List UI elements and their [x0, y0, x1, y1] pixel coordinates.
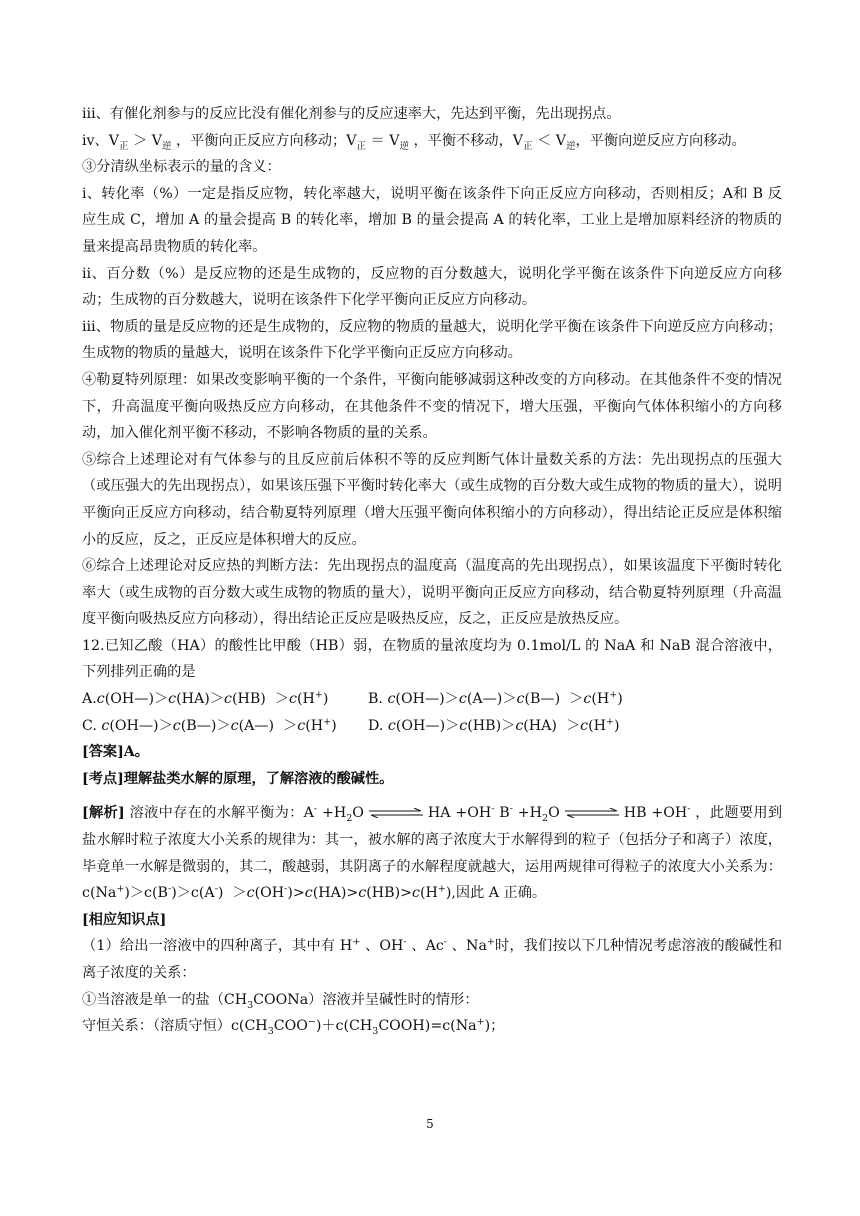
analysis-paragraph: [解析] 溶液中存在的水解平衡为：$A^- +H_2O$ HA +OH- $B^- +H_2O$ HB +OH- ，此题要用到盐水解时粒子浓度大小关系的规律为：其一，被水解的离子浓度大于水解得到的粒子（包括分子和离子）浓度，毕竟单一水解是微弱的，其二，酸越弱，其阴离子的水解程度就越大，运用两规律可得粒子的浓度大小关系为：c(Na+)＞c(B-)＞c(A-) ＞c(OH-)>c(HA)>c(HB)>c(H+),因此 A 正确。	[82, 803, 783, 902]
paragraph-amount-of-substance: ⅲ、物质的量是反应物的还是生成物的，反应物的物质的量越大，说明化学平衡在该条件下向逆反应方向移动；生成物的物质的量越大，说明在该条件下化学平衡向正反应方向移动。	[82, 318, 782, 362]
option-b: B. c(OH—)＞c(A—)＞c(B—) ＞c(H+)	[368, 689, 623, 708]
paragraph-pressure-method: ⑤综合上述理论对有气体参与的且反应前后体积不等的反应判断气体计量数关系的方法：先出现拐点的压强大（或压强大的先出现拐点），如果该压强下平衡时转化率大（或生成物的百分数大或生成物的物质的量大），说明平衡向正反应方向移动，结合勒夏特列原理（增大压强平衡向体积缩小的方向移动），得出结论正反应是体积缩小的反应，反之，正反应是体积增大的反应。	[82, 451, 782, 548]
text-line-iv-rates	[82, 128, 782, 155]
equilibrium-arrow-icon	[368, 808, 424, 818]
subscript: 正	[523, 140, 533, 152]
paragraph-percentage: ⅱ、百分数（%）是反应物的还是生成物的，反应物的百分数越大，说明化学平衡在该条件下向逆反应方向移动；生成物的百分数越大，说明在该条件下化学平衡向正反应方向移动。	[82, 265, 782, 309]
options-row-1	[82, 686, 782, 713]
equilibrium-arrow-icon	[564, 808, 620, 818]
section-heading-3: ③分清纵坐标表示的量的含义：	[82, 159, 281, 176]
related-paragraph-1: （1）给出一溶液中的四种离子，其中有 H+ 、OH- 、Ac- 、Na+时，我们按以下几种情况考虑溶液的酸碱性和离子浓度的关系：	[82, 936, 783, 981]
text-fragment: ，平衡向正反应方向移动；V	[171, 132, 357, 149]
subscript: 逆	[566, 140, 576, 152]
text-fragment: ，平衡不移动，V	[408, 132, 524, 149]
text-line-iii-catalyst: ⅲ、有催化剂参与的反应比没有催化剂参与的反应速率大，先达到平衡，先出现拐点。	[82, 106, 621, 122]
related-title: [相应知识点]	[82, 911, 167, 928]
kaodian-line: [考点]理解盐类水解的原理，了解溶液的酸碱性。	[82, 770, 394, 787]
text-fragment: ＝ V	[366, 132, 400, 149]
analysis-intro: 溶液中存在的水解平衡为：	[124, 805, 304, 822]
options-row-2	[82, 713, 782, 740]
text-fragment: ，平衡向逆反应方向移动。	[575, 132, 746, 149]
subscript: 逆	[161, 140, 172, 152]
subscript: 正	[119, 140, 129, 152]
spacer	[82, 792, 782, 800]
paragraph-heat-method: ⑥综合上述理论对反应热的判断方法：先出现拐点的温度高（温度高的先出现拐点），如果该温度下平衡时转化率大（或生成物的百分数大或生成物的物质的量大），说明平衡向正反应方向移动，结合勒夏特列原理（升高温度平衡向吸热反应方向移动），得出结论正反应是吸热反应，反之，正反应是放热反应。	[82, 558, 782, 628]
paragraph-conversion-rate: ⅰ、转化率（%）一定是指反应物，转化率越大，说明平衡在该条件下向正反应方向移动，否则相反；A和 B 反应生成 C，增加 A 的量会提高 B 的转化率，增加 B 的量会提高 A 的转化率，工业上是增加原料经济的物质的量来提高昂贵物质的转化率。	[82, 185, 782, 255]
related-paragraph-3: 守恒关系：（溶质守恒）$c(CH_3COO^-)+c(CH_3COOH)=c(Na^+)$；	[82, 1016, 505, 1038]
document-body	[82, 101, 782, 1040]
option-c: C. c(OH—)＞c(B—)＞c(A—) ＞c(H+)	[82, 715, 337, 734]
subscript: 逆	[399, 140, 409, 152]
subscript: 正	[356, 140, 367, 152]
question-stem: 12.已知乙酸（HA）的酸性比甲酸（HB）弱，在物质的量浓度均为 0.1mol/L 的 NaA 和 NaB 混合溶液中，下列排列正确的是	[82, 637, 782, 681]
page-number: 5	[426, 1117, 434, 1131]
text-fragment: ＞ V	[128, 132, 162, 149]
paragraph-le-chatelier: ④勒夏特列原理：如果改变影响平衡的一个条件，平衡向能够减弱这种改变的方向移动。在其他条件不变的情况下，升高温度平衡向吸热反应方向移动，在其他条件不变的情况下，增大压强，平衡向气体体积缩小的方向移动，加入催化剂平衡不移动，不影响各物质的量的关系。	[82, 371, 782, 442]
option-a: A.c(OH—)＞c(HA)＞c(HB) ＞c(H+)	[82, 689, 329, 708]
answer-line: [答案]A。	[82, 744, 149, 761]
text-fragment: ＜ V	[532, 132, 567, 149]
option-d: D. c(OH—)＞c(HB)＞c(HA) ＞c(H+)	[368, 715, 620, 734]
analysis-label: [解析]	[82, 805, 125, 822]
related-paragraph-2: ①当溶液是单一的盐$(CH_3COONa)$溶液并呈碱性时的情形：	[82, 991, 479, 1011]
text-fragment: ⅳ、V	[82, 132, 119, 149]
